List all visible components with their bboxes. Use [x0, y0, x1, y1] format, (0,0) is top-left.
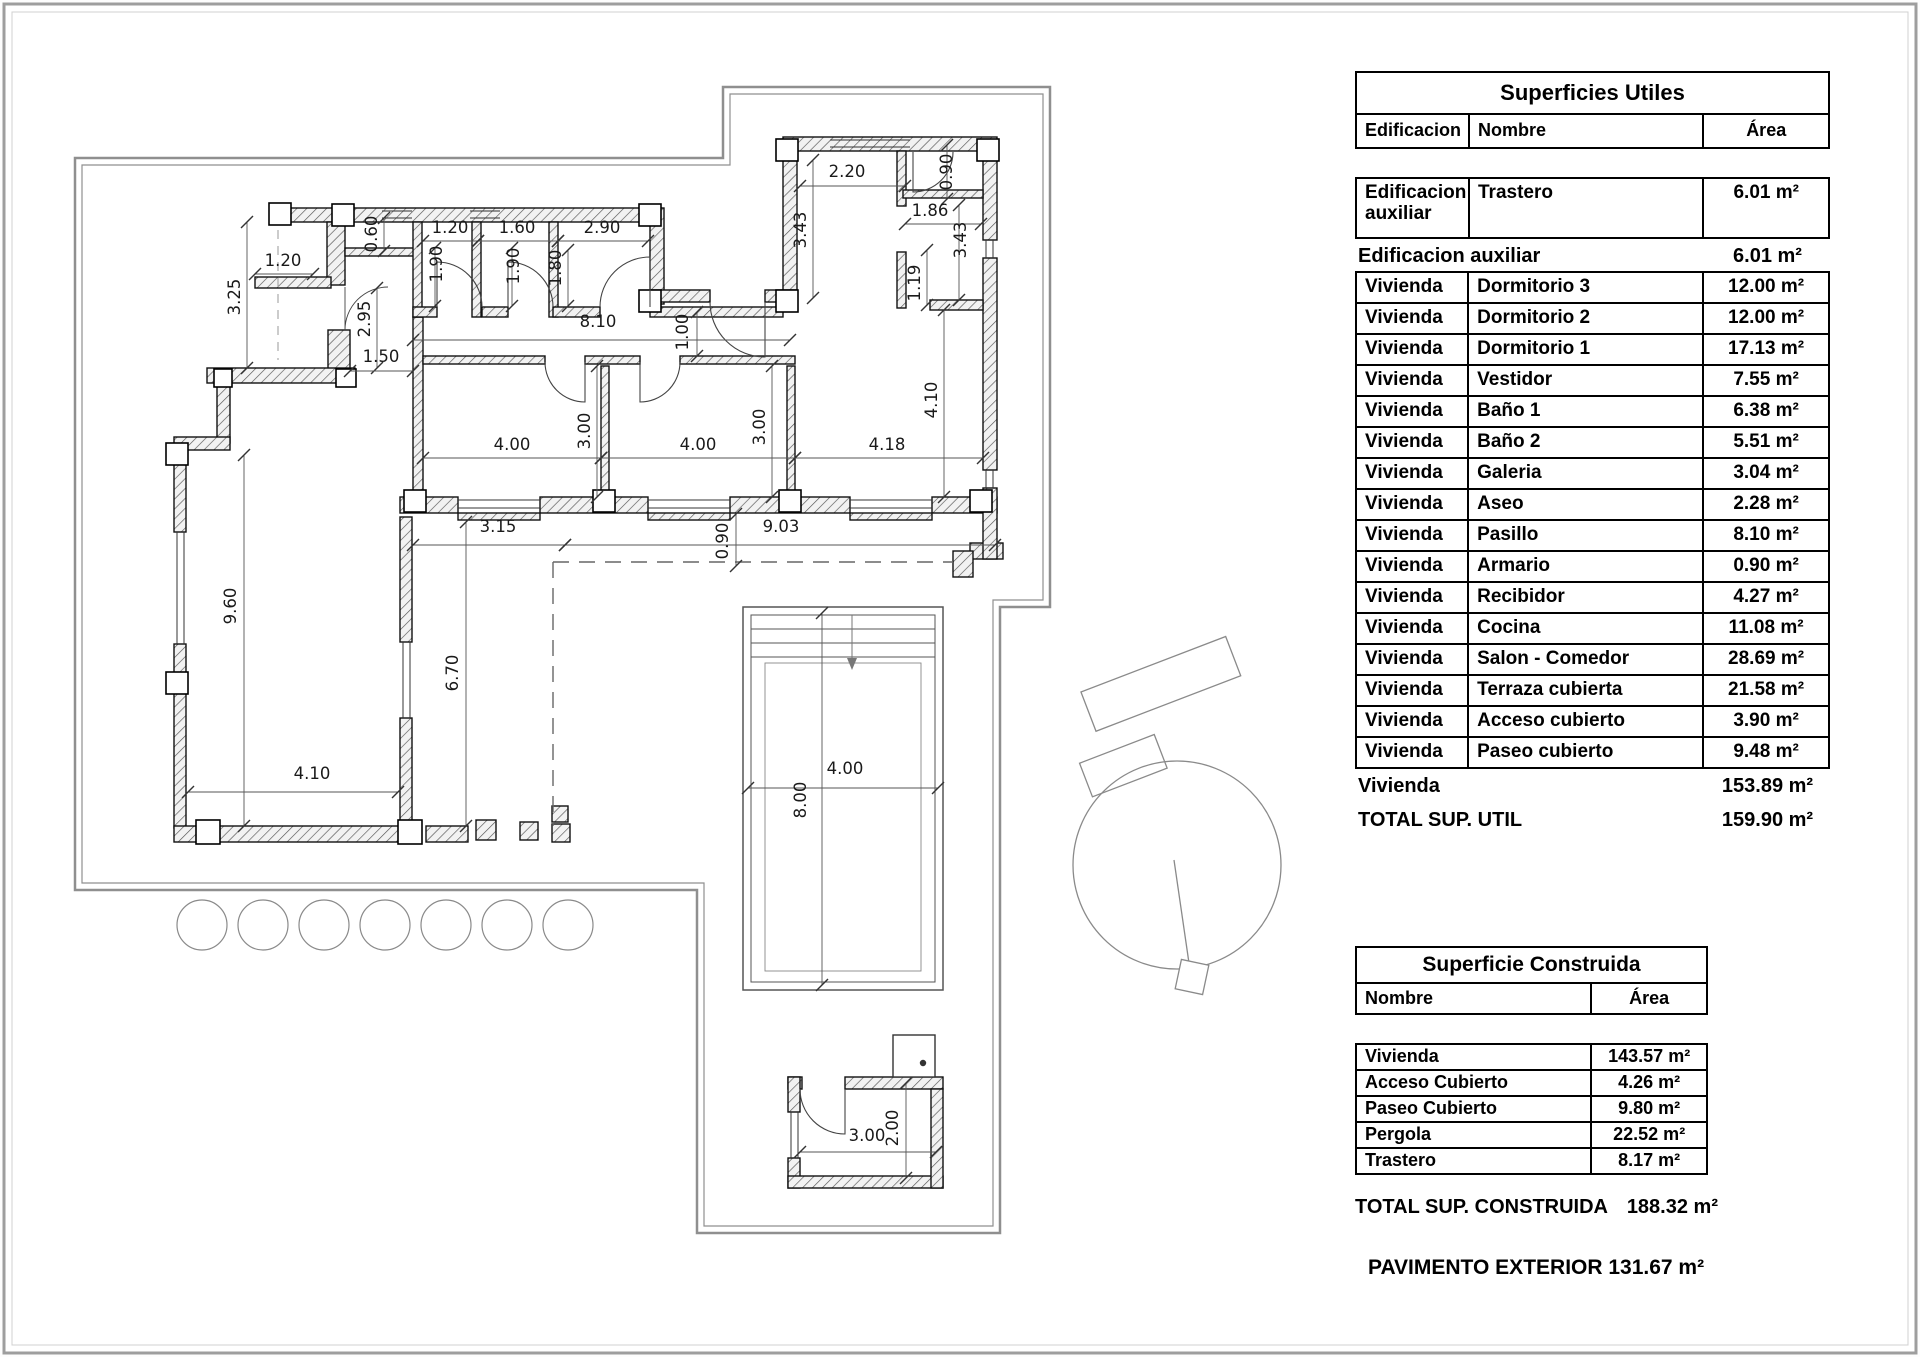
table-row: Paseo Cubierto 9.80 m²	[1355, 1095, 1708, 1123]
table-row: Vivienda Baño 2 5.51 m²	[1355, 426, 1830, 459]
dimension-label: 1.90	[504, 247, 523, 285]
construida-rows	[1355, 1043, 1708, 1175]
trastero-shower	[893, 1035, 935, 1077]
aux-area: 6.01 m²	[1733, 182, 1799, 203]
construida-total: TOTAL SUP. CONSTRUIDA 188.32 m²	[1355, 1196, 1718, 1218]
table-row: Vivienda Dormitorio 1 17.13 m²	[1355, 333, 1830, 366]
table-row: Vivienda Galeria 3.04 m²	[1355, 457, 1830, 490]
dimension-label: 8.00	[791, 781, 810, 819]
utiles-rows	[1355, 271, 1830, 769]
superficie-construida-table	[1355, 948, 1708, 1175]
construida-title: Superficie Construida	[1355, 946, 1708, 984]
construida-header-area: Área	[1629, 987, 1670, 1008]
dimension-label: 0.90	[937, 153, 956, 191]
dimension-label: 1.20	[264, 251, 302, 270]
dimension-label: 0.90	[713, 522, 732, 560]
utiles-header-area: Área	[1746, 120, 1787, 141]
dimension-label: 1.60	[498, 218, 536, 237]
dimension-label: 1.86	[911, 201, 949, 220]
utiles-aux-row	[1355, 177, 1830, 239]
dimension-label: 0.60	[362, 215, 381, 253]
construida-header	[1355, 982, 1708, 1015]
pavimento-exterior-note: PAVIMENTO EXTERIOR 131.67 m²	[1368, 1256, 1705, 1279]
table-row: Vivienda Acceso cubierto 3.90 m²	[1355, 705, 1830, 738]
table-row: Vivienda 143.57 m²	[1355, 1043, 1708, 1071]
table-row: Vivienda Paseo cubierto 9.48 m²	[1355, 736, 1830, 769]
dimension-label: 4.00	[493, 435, 531, 454]
utiles-aux-subtotal: Edificacion auxiliar 6.01 m²	[1358, 244, 1802, 267]
dimension-label: 3.15	[479, 517, 517, 536]
table-row: Pergola 22.52 m²	[1355, 1121, 1708, 1149]
table-row: Vivienda Dormitorio 2 12.00 m²	[1355, 302, 1830, 335]
dimension-label: 3.25	[225, 278, 244, 316]
table-row: Vivienda Dormitorio 3 12.00 m²	[1355, 271, 1830, 304]
dimension-label: 2.95	[355, 300, 374, 338]
table-row: Vivienda Salon - Comedor 28.69 m²	[1355, 643, 1830, 676]
utiles-header	[1355, 113, 1830, 149]
utiles-title: Superficies Utiles	[1355, 71, 1830, 115]
dimension-label: 2.20	[828, 162, 866, 181]
dimension-label: 3.43	[791, 211, 810, 249]
utiles-header-nombre: Nombre	[1470, 115, 1704, 147]
superficies-utiles-table	[1355, 73, 1830, 837]
utiles-total: TOTAL SUP. UTIL 159.90 m²	[1358, 808, 1814, 831]
table-row: Acceso Cubierto 4.26 m²	[1355, 1069, 1708, 1097]
table-row: Vivienda Vestidor 7.55 m²	[1355, 364, 1830, 397]
dimension-label: 3.00	[575, 412, 594, 450]
dimension-label: 6.70	[443, 654, 462, 692]
table-row: Vivienda Baño 1 6.38 m²	[1355, 395, 1830, 428]
construida-header-nombre: Nombre	[1357, 984, 1592, 1013]
utiles-vivienda-subtotal: Vivienda 153.89 m²	[1358, 774, 1814, 797]
utiles-header-edificacion: Edificacion	[1357, 115, 1470, 147]
dimension-label: 1.20	[431, 218, 469, 237]
dimension-label: 4.00	[826, 759, 864, 778]
dimension-label: 4.18	[868, 435, 906, 454]
table-row: Vivienda Recibidor 4.27 m²	[1355, 581, 1830, 614]
dimension-label: 1.90	[427, 245, 446, 283]
table-row: Trastero 8.17 m²	[1355, 1147, 1708, 1175]
dimension-label: 1.19	[905, 264, 924, 302]
dimension-label: 1.00	[673, 313, 692, 351]
dimension-label: 3.00	[750, 408, 769, 446]
dimension-label: 4.10	[293, 764, 331, 783]
table-row: Vivienda Cocina 11.08 m²	[1355, 612, 1830, 645]
table-row: Vivienda Terraza cubierta 21.58 m²	[1355, 674, 1830, 707]
dimension-label: 4.00	[679, 435, 717, 454]
dimension-label: 3.00	[848, 1126, 886, 1145]
aux-edificacion: Edificacion auxiliar	[1357, 179, 1470, 237]
table-row: Vivienda Pasillo 8.10 m²	[1355, 519, 1830, 552]
table-row: Vivienda Aseo 2.28 m²	[1355, 488, 1830, 521]
dimension-label: 9.60	[221, 587, 240, 625]
dimension-label: 1.80	[546, 249, 565, 287]
dimension-label: 4.10	[922, 381, 941, 419]
aux-nombre: Trastero	[1470, 179, 1704, 237]
dimension-label: 1.50	[362, 347, 400, 366]
table-row: Vivienda Armario 0.90 m²	[1355, 550, 1830, 583]
dimension-label: 9.03	[762, 517, 800, 536]
dimension-label: 2.90	[583, 218, 621, 237]
dimension-label: 8.10	[579, 312, 617, 331]
dimension-label: 3.43	[951, 221, 970, 259]
dimension-label: 2.00	[883, 1109, 902, 1147]
